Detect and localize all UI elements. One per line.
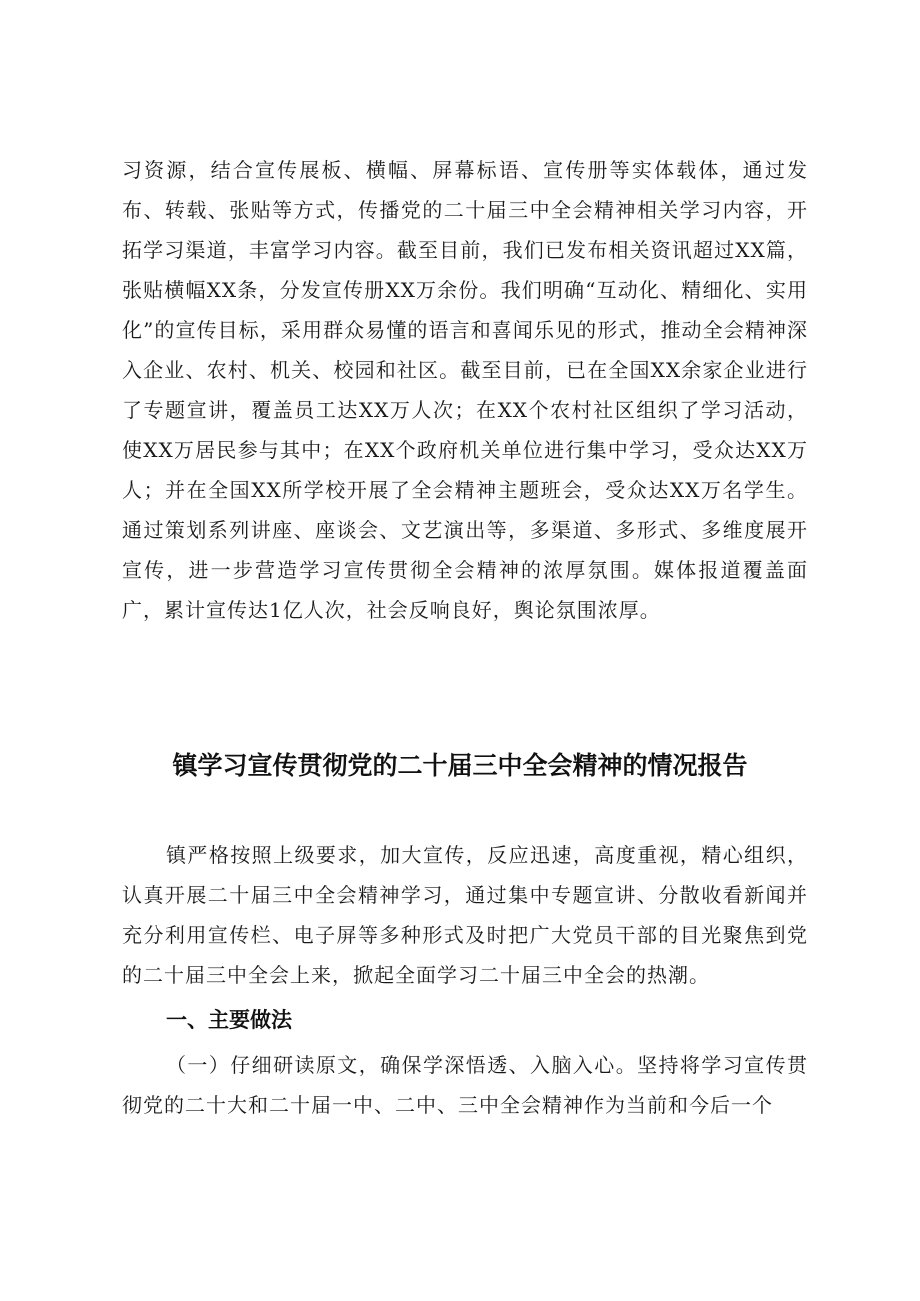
intro-paragraph: 镇严格按照上级要求，加大宣传，反应迅速，高度重视，精心组织，认真开展二十届三中全会精神学习，通过集中专题宣讲、分散收看新闻并充分利用宣传栏、电子屏等多种形式及时把广大党员干部的目光聚焦到党的二十届三中全会上来，掀起全面学习二十届三中全会的热潮。	[122, 843, 808, 987]
continued-paragraph: 习资源，结合宣传展板、横幅、屏幕标语、宣传册等实体载体，通过发布、转载、张贴等方式，传播党的二十届三中全会精神相关学习内容，开拓学习渠道，丰富学习内容。截至目前，我们已发布相关资讯超过XX篇，张贴横幅XX条，分发宣传册XX万余份。我们明确“互动化、精细化、实用化”的宣传目标，采用群众易懂的语言和喜闻乐见的形式，推动全会精神深入企业、农村、机关、校园和社区。截至目前，已在全国XX余家企业进行了专题宣讲，覆盖员工达XX万人次；在XX个农村社区组织了学习活动，使XX万居民参与其中；在XX个政府机关单位进行集中学习，受众达XX万人；并在全国XX所学校开展了全会精神主题班会，受众达XX万名学生。通过策划系列讲座、座谈会、文艺演出等，多渠道、多形式、多维度展开宣传，进一步营造学习宣传贯彻全会精神的浓厚氛围。媒体报道覆盖面广，累计宣传达1亿人次，社会反响良好，舆论氛围浓厚。	[122, 158, 808, 622]
subsection-paragraph: （一）仔细研读原文，确保学深悟透、入脑入心。坚持将学习宣传贯彻党的二十大和二十届一中、二中、三中全会精神作为当前和今后一个	[122, 1053, 808, 1117]
report-title: 镇学习宣传贯彻党的二十届三中全会精神的情况报告	[172, 751, 748, 780]
section-heading: 一、主要做法	[166, 1008, 292, 1032]
